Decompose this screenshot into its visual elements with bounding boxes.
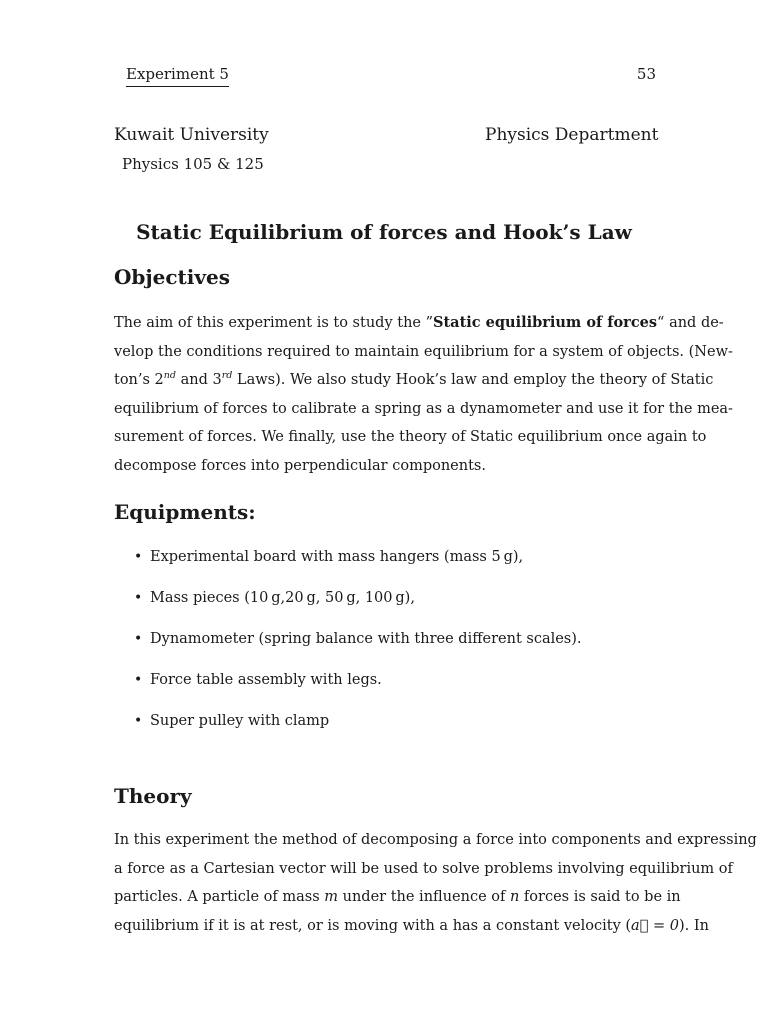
list-item: • Mass pieces (10 g,20 g, 50 g, 100 g), [134,587,654,628]
bullet-icon: • [134,549,143,565]
objectives-paragraph [114,309,733,480]
list-item: • Super pulley with clamp [134,710,654,751]
objectives-line-4: equilibrium of forces to calibrate a spring as a dynamometer and use it for the mea- [114,400,733,417]
objectives-line-3: ton’s 2nd and 3rd Laws). We also study Hook’s law and employ the theory of Static [114,370,714,388]
theory-paragraph [114,826,757,940]
objectives-heading: Objectives [114,265,230,289]
theory-line-1: In this experiment the method of decomposing a force into components and expressing [114,832,757,848]
objectives-line-1: The aim of this experiment is to study the ”Static equilibrium of forces“ and de- [114,314,724,331]
list-item: • Dynamometer (spring balance with three different scales). [134,628,654,669]
theory-line-2: a force as a Cartesian vector will be used to solve problems involving equilibrium of [114,860,733,877]
bold-term: Static equilibrium of forces [433,314,658,331]
objectives-line-5: surement of forces. We finally, use the theory of Static equilibrium once again to [114,429,707,445]
department-name: Physics Department [485,125,659,145]
institution-name: Kuwait University [114,125,269,145]
course-code: Physics 105 & 125 [122,155,264,173]
objectives-line-6: decompose forces into perpendicular components. [114,457,486,474]
page-number: 53 [636,65,656,83]
running-header [126,64,656,88]
bullet-icon: • [134,590,143,606]
theory-line-3: particles. A particle of mass m under the influence of n forces is said to be in [114,889,681,905]
bullet-icon: • [134,631,143,647]
theory-heading: Theory [114,784,192,808]
list-item: • Force table assembly with legs. [134,669,654,710]
theory-line-4: equilibrium if it is at rest, or is moving with a has a constant velocity (a⃗ = 0). In [114,917,709,934]
bullet-icon: • [134,672,143,688]
list-item: • Experimental board with mass hangers (mass 5 g), [134,546,654,587]
objectives-line-2: velop the conditions required to maintain equilibrium for a system of objects. (New- [114,343,733,360]
bullet-icon: • [134,713,143,729]
page-title: Static Equilibrium of forces and Hook’s Law [136,220,632,244]
experiment-label: Experiment 5 [126,64,229,87]
equipments-heading: Equipments: [114,500,256,524]
equipment-list [134,546,654,751]
